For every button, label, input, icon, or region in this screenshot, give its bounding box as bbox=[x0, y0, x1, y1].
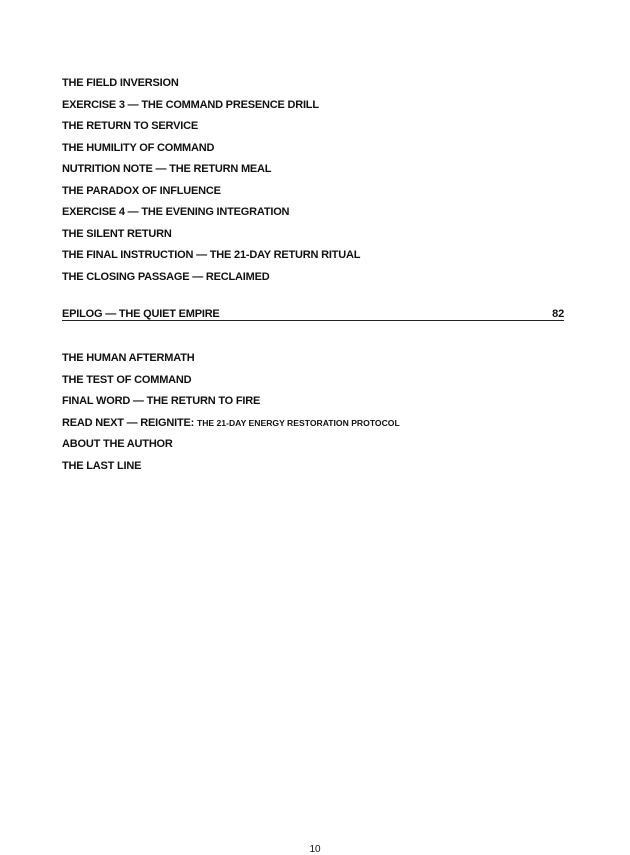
toc-entry[interactable]: ABOUT THE AUTHOR bbox=[62, 438, 173, 450]
toc-entry[interactable]: THE HUMAN AFTERMATH bbox=[62, 352, 195, 364]
toc-entry[interactable]: THE RETURN TO SERVICE bbox=[62, 120, 198, 132]
read-next-subtitle: THE 21-DAY ENERGY RESTORATION PROTOCOL bbox=[196, 417, 400, 428]
toc-entry[interactable]: FINAL WORD — THE RETURN TO FIRE bbox=[62, 395, 261, 407]
toc-entry[interactable]: THE CLOSING PASSAGE — RECLAIMED bbox=[62, 270, 270, 283]
toc-entry[interactable]: THE FIELD INVERSION bbox=[62, 77, 179, 89]
read-next-prefix: READ NEXT — REIGNITE: bbox=[62, 416, 197, 429]
toc-entry-read-next[interactable] bbox=[62, 413, 400, 435]
toc-entry[interactable]: THE FINAL INSTRUCTION — THE 21-DAY RETURN RITUAL bbox=[62, 249, 361, 261]
toc-entry[interactable]: EXERCISE 4 — THE EVENING INTEGRATION bbox=[62, 206, 290, 218]
toc-list-section bbox=[62, 73, 360, 288]
toc-entry[interactable]: THE HUMILITY OF COMMAND bbox=[62, 141, 215, 154]
toc-list-epilog bbox=[62, 348, 400, 477]
toc-entry[interactable]: NUTRITION NOTE — THE RETURN MEAL bbox=[62, 163, 272, 175]
page-number: 10 bbox=[309, 844, 321, 855]
toc-entry[interactable]: THE LAST LINE bbox=[62, 459, 142, 472]
chapter-title: EPILOG — THE QUIET EMPIRE bbox=[62, 308, 220, 320]
toc-entry[interactable]: THE TEST OF COMMAND bbox=[62, 373, 192, 386]
toc-chapter-heading[interactable] bbox=[62, 307, 564, 321]
chapter-page-number: 82 bbox=[552, 308, 564, 320]
toc-entry[interactable]: THE PARADOX OF INFLUENCE bbox=[62, 184, 221, 197]
toc-entry[interactable]: THE SILENT RETURN bbox=[62, 227, 172, 240]
toc-entry[interactable]: EXERCISE 3 — THE COMMAND PRESENCE DRILL bbox=[62, 98, 319, 111]
